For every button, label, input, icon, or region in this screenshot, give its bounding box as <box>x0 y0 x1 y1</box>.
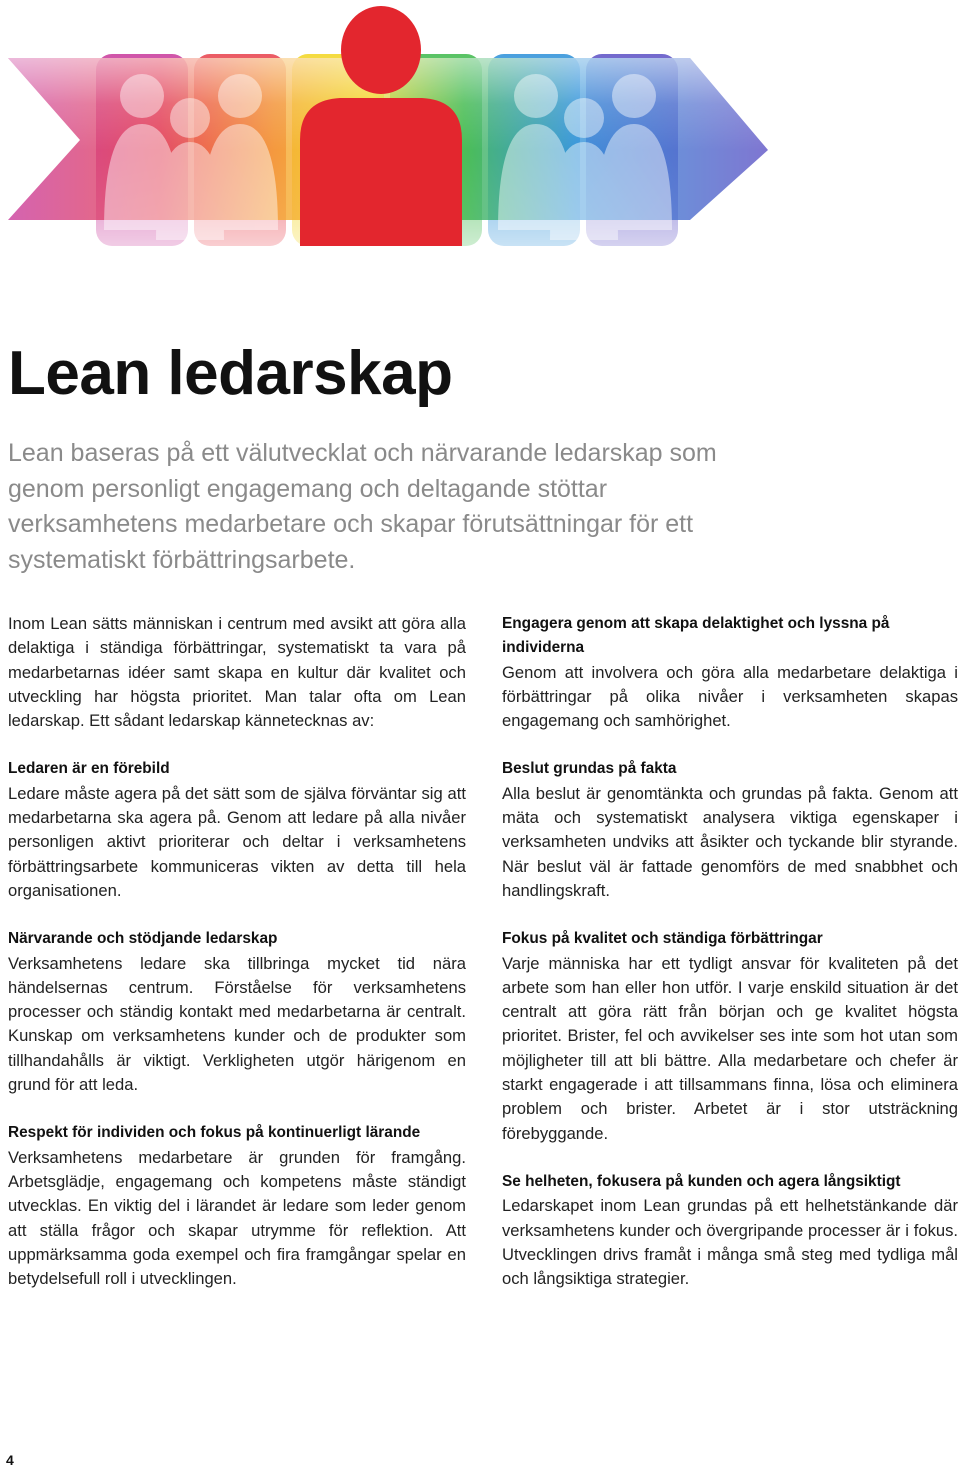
section-helheten <box>502 1170 958 1291</box>
section-heading: Närvarande och stödjande ledarskap <box>8 930 278 948</box>
leader-person-icon <box>300 6 462 246</box>
page-title: Lean ledarskap <box>8 339 453 408</box>
section-body: Verksamhetens ledare ska tillbringa mycket tid nära händelsernas centrum. Förståelse för verksamhetens processer och ständig kontakt med medarbetarna är centralt. Kunskap om verksamhetens kunder och de produkter som tillhandahålls är viktigt. Verkligheten utgör härigenom en grund för att leda. <box>8 953 466 1095</box>
section-narvarande <box>8 927 466 1097</box>
section-body: Ledarskapet inom Lean grundas på ett helhetstänkande där verksamhetens kunder och övergripande processer är i fokus. Utvecklingen drivs framåt i många små steg med tydliga mål och långsiktiga strategier. <box>502 1196 958 1289</box>
section-body: Genom att involvera och göra alla medarbetare delaktiga i förbättringar på olika nivåer i verksamheten skapas engagemang och samhörighet. <box>502 662 958 731</box>
section-heading: Ledaren är en förebild <box>8 760 170 778</box>
section-heading: Se helheten, fokusera på kunden och agera långsiktigt <box>502 1172 901 1190</box>
section-body: Verksamhetens medarbetare är grunden för framgång. Arbetsglädje, engagemang och kompetens måste ständigt utvecklas. En viktig del i lärandet är ledare som leder genom att ställa frågor och skapar utrymme för reflektion. Att uppmärksamma goda exempel och fira framgångar spelar en betydelsefull roll i utvecklingen. <box>8 1147 466 1289</box>
hero-illustration <box>0 0 960 260</box>
left-column <box>8 612 466 1291</box>
section-body: Alla beslut är genomtänkta och grundas på fakta. Genom att mäta och systematiskt analysera viktiga egenskaper i verksamheten undviks att åsikter och tyckande blir styrande. När beslut väl är fattade genomförs de med snabbhet och handlingskraft. <box>502 783 958 900</box>
lead-paragraph: Inom Lean sätts människan i centrum med avsikt att göra alla delaktiga i ständiga förbättringar, systematiskt ta vara på medarbetarnas idéer samt skapa en kultur där kvalitet och utveckling har högsta prioritet. Man talar ofta om Lean ledarskap. Ett sådant ledarskap kännetecknas av: <box>8 614 466 731</box>
section-heading: Beslut grundas på fakta <box>502 760 677 778</box>
section-heading: Respekt för individen och fokus på kontinuerligt lärande <box>8 1124 421 1142</box>
section-beslut <box>502 757 958 903</box>
section-ledaren <box>8 757 466 903</box>
section-body: Varje människa har ett tydligt ansvar för kvaliteten på det arbete som han eller hon utför. I varje enskild situation är det centralt att göra rätt från början och ge kvalitet högsta prioritet. Brister, fel och avvikelser ses inte som hot utan som möjligheter till att bli bättre. Alla medarbetare och chefer är starkt engagerade i att tillsammans finna, lösa och eliminera problem och brister. Arbetet är i stor utsträckning förebyggande. <box>502 953 958 1143</box>
section-body: Ledare måste agera på det sätt som de själva förväntar sig att medarbetarna ska agera på. Genom att ledare på alla nivåer personligen aktivt prioriterar och deltar i verksamhetens förbättringsarbete kommuniceras vikten av detta till hela organisationen. <box>8 783 466 900</box>
right-column <box>502 612 958 1291</box>
section-heading: Engagera genom att skapa delaktighet och lyssna på individerna <box>502 615 890 657</box>
intro-text: Lean baseras på ett välutvecklat och närvarande ledarskap som genom personligt engagemang och deltagande stöttar verksamhetens medarbetare och skapar förutsättningar för ett systematiskt förbättringsarbete. <box>8 439 717 574</box>
section-engagera <box>502 612 958 733</box>
section-respekt <box>8 1121 466 1291</box>
page-number: 4 <box>6 1452 14 1468</box>
section-kvalitet <box>502 927 958 1146</box>
section-heading: Fokus på kvalitet och ständiga förbättringar <box>502 930 823 948</box>
